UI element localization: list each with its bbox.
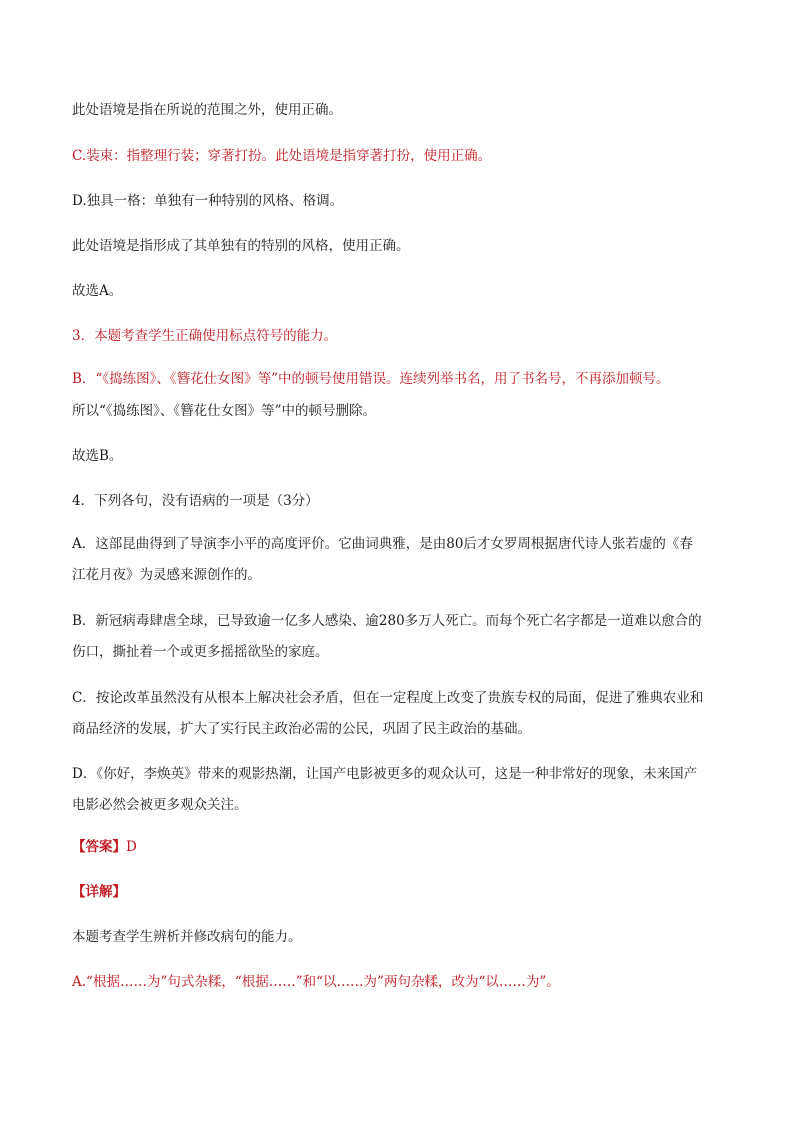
text-line: 3．本题考查学生正确使用标点符号的能力。 [72,328,338,344]
option-d-line-1: D．《你好，李焕英》带来的观影热潮，让国产电影被更多的观众认可，这是一种非常好的现象，未来国产 [72,766,698,782]
question-title: 4．下列各句，没有语病的一项是（3分） [72,493,319,509]
answer-line [72,838,137,856]
option-a-line-2: 江花月夜》为灵感来源创作的。 [72,567,261,583]
text-line: 此处语境是指在所说的范围之外，使用正确。 [72,102,342,118]
text-line: A.“根据……为”句式杂糅，“根据……”和“以……为”两句杂糅，改为“以……为”。 [72,974,560,990]
option-b-line-1: B．新冠病毒肆虐全球，已导致逾一亿多人感染、逾280多万人死亡。而每个死亡名字都是一道难以愈合的 [72,613,702,629]
option-c-line-1: C．按论改革虽然没有从根本上解决社会矛盾，但在一定程度上改变了贵族专权的局面，促进了雅典农业和 [72,690,704,706]
text-line: 故选B。 [72,448,123,464]
answer-value: D [126,839,137,855]
answer-label: 【答案】 [72,839,126,855]
text-line: B．“《捣练图》、《簪花仕女图》等”中的顿号使用错误。连续列举书名，用了书名号，不再添加顿号。 [72,371,670,387]
text-line: 故选A。 [72,283,123,299]
option-d-line-2: 电影必然会被更多观众关注。 [72,797,248,813]
option-c-line-2: 商品经济的发展，扩大了实行民主政治必需的公民，巩固了民主政治的基础。 [72,721,531,737]
text-line: 所以“《捣练图》、《簪花仕女图》等”中的顿号删除。 [72,403,377,419]
option-b-line-2: 伤口，撕扯着一个或更多摇摇欲坠的家庭。 [72,644,329,660]
text-line: C.装束：指整理行装；穿著打扮。此处语境是指穿著打扮，使用正确。 [72,148,492,164]
detail-label: 【详解】 [72,884,126,900]
text-line: 本题考查学生辨析并修改病句的能力。 [72,929,302,945]
option-a-line-1: A．这部昆曲得到了导演李小平的高度评价。它曲词典雅，是由80后才女罗周根据唐代诗人张若虚的《春 [72,536,693,552]
text-line: D.独具一格：单独有一种特别的风格、格调。 [72,193,344,209]
text-line: 此处语境是指形成了其单独有的特别的风格，使用正确。 [72,238,410,254]
